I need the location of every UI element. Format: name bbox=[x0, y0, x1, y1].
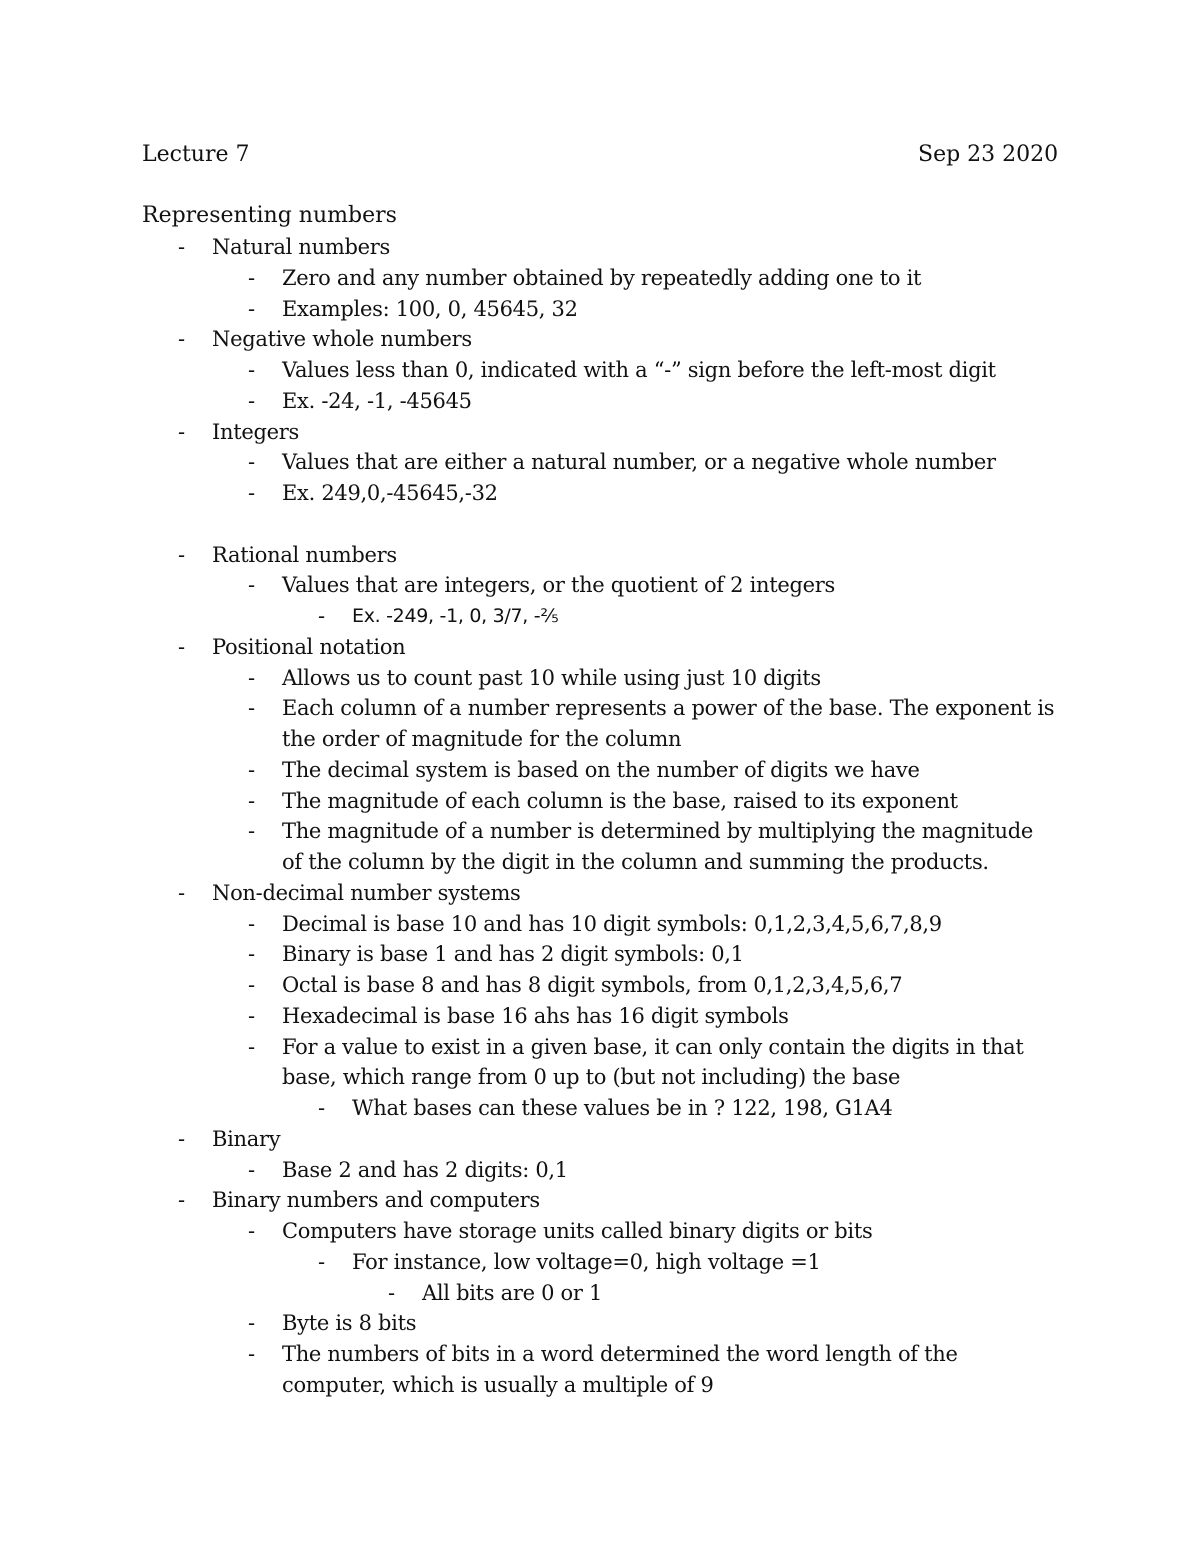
bullet-dash: - bbox=[248, 696, 256, 721]
bullet-dash: - bbox=[248, 1034, 256, 1059]
outline-item-level-1: Rational numbers bbox=[212, 542, 397, 567]
outline-item-level-1: Non-decimal number systems bbox=[212, 880, 521, 905]
bullet-dash: - bbox=[248, 450, 256, 475]
bullet-dash: - bbox=[248, 1311, 256, 1336]
bullet-dash: - bbox=[248, 1157, 256, 1182]
outline-item-level-2: of the column by the digit in the column and summing the products. bbox=[282, 850, 989, 874]
outline-item-level-2: The decimal system is based on the number of digits we have bbox=[282, 757, 920, 782]
bullet-dash: - bbox=[248, 573, 256, 598]
outline-item-level-2: base, which range from 0 up to (but not including) the base bbox=[282, 1065, 901, 1090]
bullet-dash: - bbox=[318, 604, 326, 628]
outline-item-level-2: For a value to exist in a given base, it can only contain the digits in that bbox=[282, 1034, 1024, 1059]
outline-item-level-2: Zero and any number obtained by repeatedly adding one to it bbox=[282, 265, 922, 290]
outline-item-level-2: Computers have storage units called binary digits or bits bbox=[282, 1219, 873, 1243]
bullet-dash: - bbox=[178, 327, 186, 352]
bullet-dash: - bbox=[248, 388, 256, 413]
outline-item-level-1: Positional notation bbox=[212, 634, 406, 659]
outline-item-level-2: The magnitude of a number is determined by multiplying the magnitude bbox=[282, 819, 1034, 844]
outline-item-level-2: Examples: 100, 0, 45645, 32 bbox=[282, 296, 578, 321]
outline-item-level-2: The numbers of bits in a word determined the word length of the bbox=[282, 1342, 958, 1366]
bullet-dash: - bbox=[178, 634, 186, 659]
outline-item-level-2: Octal is base 8 and has 8 digit symbols, from 0,1,2,3,4,5,6,7 bbox=[282, 973, 903, 997]
outline-item-level-3: Ex. -249, -1, 0, 3/7, -⅖ bbox=[352, 605, 559, 627]
bullet-dash: - bbox=[248, 788, 256, 813]
bullet-dash: - bbox=[178, 880, 186, 905]
bullet-dash: - bbox=[178, 235, 186, 259]
outline-item-level-2: Base 2 and has 2 digits: 0,1 bbox=[282, 1157, 568, 1182]
bullet-dash: - bbox=[248, 296, 256, 321]
outline-item-level-2: computer, which is usually a multiple of 9 bbox=[282, 1372, 714, 1397]
outline-item-level-2: Allows us to count past 10 while using just 10 digits bbox=[282, 665, 821, 690]
outline-item-level-2: the order of magnitude for the column bbox=[282, 727, 682, 751]
outline-item-level-2: Values less than 0, indicated with a “-” sign before the left-most digit bbox=[282, 358, 996, 382]
outline-item-level-2: Hexadecimal is base 16 ahs has 16 digit symbols bbox=[282, 1003, 789, 1028]
bullet-dash: - bbox=[178, 542, 186, 567]
bullet-dash: - bbox=[178, 1188, 186, 1213]
bullet-dash: - bbox=[248, 665, 256, 690]
bullet-dash: - bbox=[248, 911, 256, 936]
bullet-dash: - bbox=[248, 819, 256, 844]
lecture-date: Sep 23 2020 bbox=[918, 142, 1059, 167]
bullet-dash: - bbox=[248, 1003, 256, 1028]
outline-item-level-4: All bits are 0 or 1 bbox=[422, 1280, 603, 1305]
lecture-title: Lecture 7 bbox=[142, 142, 250, 167]
outline-item-level-3: For instance, low voltage=0, high voltage =1 bbox=[352, 1249, 821, 1274]
bullet-dash: - bbox=[248, 1219, 256, 1243]
bullet-dash: - bbox=[178, 419, 186, 444]
outline-item-level-1: Binary bbox=[212, 1126, 281, 1151]
bullet-dash: - bbox=[318, 1249, 326, 1274]
outline-item-level-2: Values that are either a natural number, or a negative whole number bbox=[282, 450, 996, 475]
outline-item-level-2: Decimal is base 10 and has 10 digit symbols: 0,1,2,3,4,5,6,7,8,9 bbox=[282, 911, 942, 936]
outline-item-level-3: What bases can these values be in ? 122, 198, G1A4 bbox=[352, 1096, 893, 1120]
bullet-dash: - bbox=[178, 1126, 186, 1151]
bullet-dash: - bbox=[248, 757, 256, 782]
bullet-dash: - bbox=[248, 358, 256, 382]
outline-item-level-1: Binary numbers and computers bbox=[212, 1188, 540, 1213]
outline-item-level-2: Each column of a number represents a power of the base. The exponent is bbox=[282, 696, 1055, 721]
outline-item-level-1: Negative whole numbers bbox=[212, 327, 472, 352]
outline-item-level-2: Ex. -24, -1, -45645 bbox=[282, 388, 472, 413]
bullet-dash: - bbox=[388, 1280, 396, 1305]
outline-item-level-2: Binary is base 1 and has 2 digit symbols: 0,1 bbox=[282, 942, 744, 967]
section-title: Representing numbers bbox=[142, 203, 397, 228]
outline-item-level-2: The magnitude of each column is the base, raised to its exponent bbox=[282, 788, 958, 813]
bullet-dash: - bbox=[248, 481, 256, 505]
outline-item-level-1: Integers bbox=[212, 419, 299, 444]
outline-item-level-2: Byte is 8 bits bbox=[282, 1311, 417, 1336]
bullet-dash: - bbox=[248, 1342, 256, 1366]
bullet-dash: - bbox=[248, 942, 256, 967]
outline-item-level-2: Values that are integers, or the quotient of 2 integers bbox=[282, 573, 835, 598]
bullet-dash: - bbox=[318, 1096, 326, 1120]
outline-item-level-1: Natural numbers bbox=[212, 235, 390, 259]
bullet-dash: - bbox=[248, 973, 256, 997]
bullet-dash: - bbox=[248, 265, 256, 290]
outline-item-level-2: Ex. 249,0,-45645,-32 bbox=[282, 481, 498, 505]
